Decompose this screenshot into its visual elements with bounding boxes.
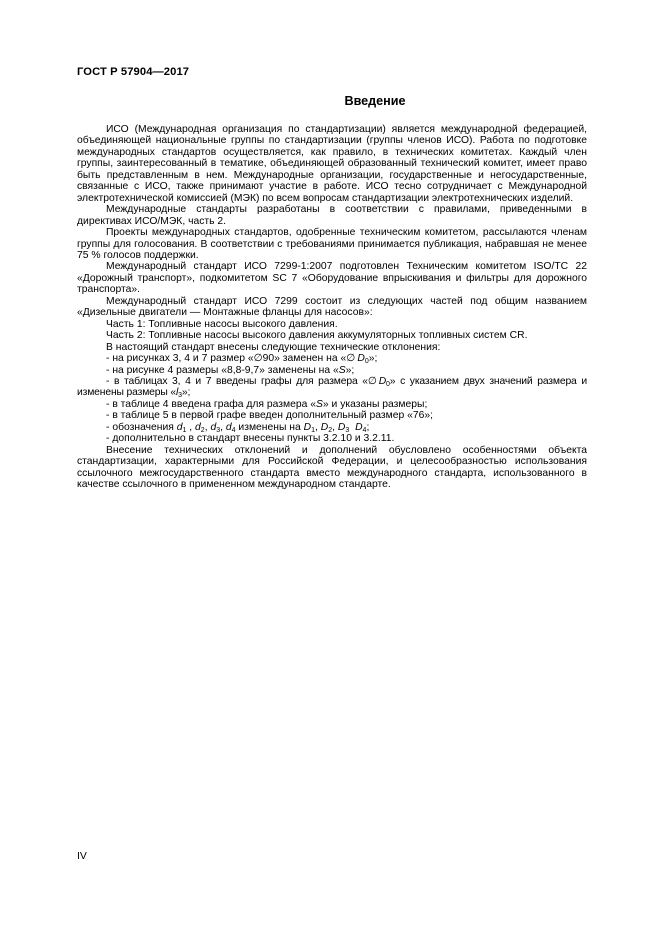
list-item: Часть 1: Топливные насосы высокого давления. — [106, 318, 338, 330]
document-id: ГОСТ Р 57904—2017 — [77, 66, 190, 78]
list-item: Часть 2: Топливные насосы высокого давления аккумуляторных топливных систем CR. — [106, 330, 528, 342]
paragraph: ИСО (Международная организация по стандартизации) является международной федерацией, объединяющей национальные группы по стандартизации (группы членов ИСО). Работа по подготовке международных стандартов осуществляется, как правило, в технических комитетах. Каждый член группы, заинтересованный в тематике, объединяющей образованный технический комитет, имеет право быть представленным в нем. Международные организации, государственные и негосударственные, связанные с ИСО, также принимают участие в работе. ИСО тесно сотрудничает с Международной электротехнической комиссией (МЭК) по всем вопросам стандартизации электротехнических изделий. — [77, 124, 587, 204]
paragraph: Проекты международных стандартов, одобренные техническим комитетом, рассылаются членам группы для голосования. В соответствии с требованиями принимается публикация, набравшая не менее 75 % голосов поддержки. — [77, 227, 587, 261]
list-item: В настоящий стандарт внесены следующие технические отклонения: — [106, 341, 441, 353]
list-item: - на рисунках 3, 4 и 7 размер «∅90» заменен на «∅ $D_0$»; — [106, 353, 378, 366]
list-item: - в таблице 5 в первой графе введен дополнительный размер «76»; — [106, 410, 434, 422]
diameter-symbol: ∅ — [367, 375, 377, 387]
list-item: - в таблице 4 введена графа для размера «S» и указаны размеры; — [106, 398, 428, 410]
list-item: - на рисунке 4 размеры «8,8-9,7» заменены на «S»; — [106, 364, 355, 376]
paragraph: Международные стандарты разработаны в соответствии с правилами, приведенными в директивах ИСО/МЭК, часть 2. — [77, 204, 587, 227]
list-item: - дополнительно в стандарт внесены пункты 3.2.10 и 3.2.11. — [106, 433, 395, 445]
list-item: - в таблицах 3, 4 и 7 введены графы для размера «∅ $D_0$» с указанием двух значений размера и изменены размеры «$l_3$»; — [77, 375, 587, 400]
paragraph: Международный стандарт ИСО 7299 состоит из следующих частей под общим названием «Дизельные двигатели — Монтажные фланцы для насосов»: — [77, 295, 587, 319]
list-item: - обозначения $d_1$ , $d_2$, $d_3$, $d_4$ изменены на $D_1$, $D_2$, $D_3$ $D_4$; — [106, 421, 370, 434]
paragraph: Внесение технических отклонений и дополнений обусловлено особенностями объекта стандартизации, характерными для Российской Федерации, и целесообразностью использования ссылочного межгосударственного стандарта вместо международного стандарта, использованного в качестве ссылочного в примененном международном стандарте. — [77, 444, 587, 491]
page-number: IV — [77, 851, 87, 862]
section-title: Введение — [344, 94, 406, 108]
diameter-symbol: ∅ — [346, 353, 356, 365]
document-body — [77, 124, 587, 491]
diameter-symbol: ∅ — [253, 353, 263, 365]
paragraph: Международный стандарт ИСО 7299-1:2007 подготовлен Техническим комитетом ISO/TC 22 «Дорожный транспорт», подкомитетом SC 7 «Оборудование впрыскивания и фильтры для дорожного транспорта». — [77, 261, 587, 296]
